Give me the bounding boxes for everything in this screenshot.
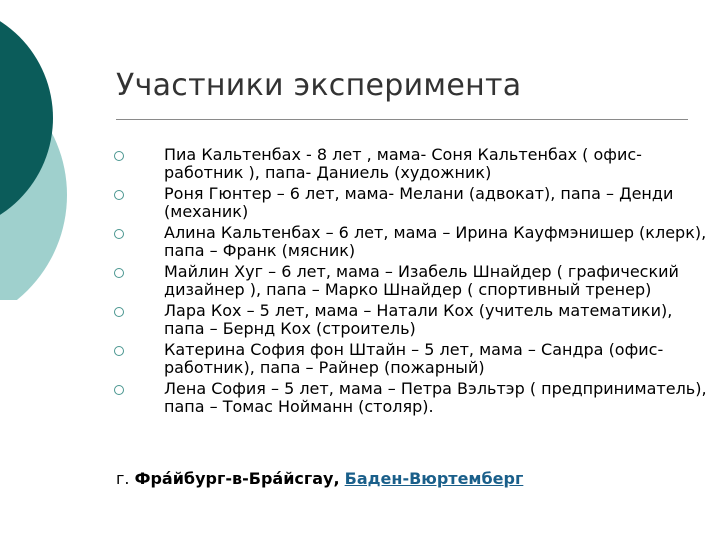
list-item-text: Пиа Кальтенбах - 8 лет , мама- Соня Кальтенбах ( офис- работник ), папа- Даниель (художник) (164, 145, 642, 182)
list-item (114, 146, 714, 181)
list-item-text: Алина Кальтенбах – 6 лет, мама – Ирина Кауфмэнишер (клерк), папа – Франк (мясник) (164, 223, 707, 260)
ring-bullet-icon (114, 190, 124, 200)
participant-list (114, 146, 714, 419)
ring-bullet-icon (114, 229, 124, 239)
list-item (114, 185, 714, 220)
ring-bullet-icon (114, 385, 124, 395)
ring-bullet-icon (114, 307, 124, 317)
city-name: Фра́йбург-в-Бра́йсгау, (134, 469, 340, 488)
ring-bullet-icon (114, 346, 124, 356)
region-link[interactable]: Баден-Вюртемберг (344, 469, 524, 488)
list-item (114, 302, 714, 337)
list-item-text: Роня Гюнтер – 6 лет, мама- Мелани (адвокат), папа – Денди (механик) (164, 184, 674, 221)
slide-title: Участники эксперимента (116, 68, 522, 103)
location-prefix: г. (116, 469, 130, 488)
list-item (114, 341, 714, 376)
list-item-text: Лара Кох – 5 лет, мама – Натали Кох (учитель математики), папа – Бернд Кох (строитель) (164, 301, 673, 338)
list-item-text: Майлин Хуг – 6 лет, мама – Изабель Шнайдер ( графический дизайнер ), папа – Марко Шнайдер ( спортивный тренер) (164, 262, 679, 299)
location-line (116, 469, 523, 488)
decorative-circles (0, 0, 110, 300)
ring-bullet-icon (114, 151, 124, 161)
ring-bullet-icon (114, 268, 124, 278)
list-item-text: Катерина София фон Штайн – 5 лет, мама – Сандра (офис- работник), папа – Райнер (пожарный) (164, 340, 664, 377)
title-divider (116, 119, 688, 120)
list-item-text: Лена София – 5 лет, мама – Петра Вэльтэр ( предприниматель), папа – Томас Нойманн (столяр). (164, 379, 707, 416)
list-item (114, 263, 714, 298)
list-item (114, 380, 714, 415)
list-item (114, 224, 714, 259)
